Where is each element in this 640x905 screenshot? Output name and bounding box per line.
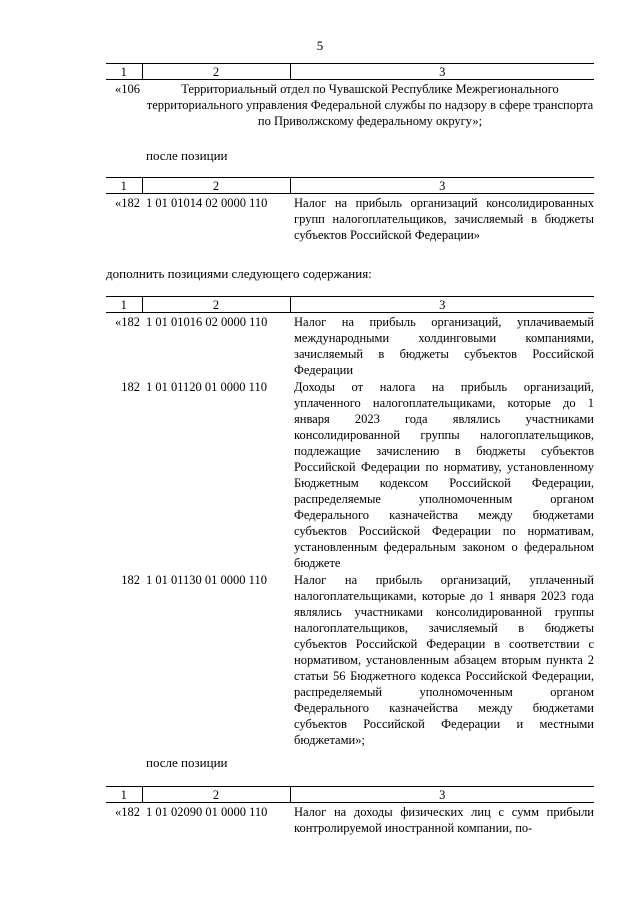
row-text-content: Территориальный отдел по Чувашской Республике Межрегионального территориального управления Федеральной службы по надзору в сфере транспорта по Приволжскому федеральному округу»; xyxy=(146,82,594,128)
page-number: 5 xyxy=(316,38,324,53)
table-row xyxy=(106,571,594,748)
paragraph-add-positions: дополнить позициями следующего содержания: xyxy=(106,266,372,281)
row-code: 1 01 01120 01 0000 110 xyxy=(146,380,267,394)
header-col-3: 3 xyxy=(290,297,594,313)
row-num: «182 xyxy=(115,315,140,329)
header-col-2: 2 xyxy=(142,787,290,803)
paragraph-after-position-1: после позиции xyxy=(146,148,228,163)
header-col-1: 1 xyxy=(106,64,142,80)
row-num: 182 xyxy=(121,573,140,587)
table-header xyxy=(106,64,594,80)
table-3 xyxy=(106,296,594,748)
paragraph-after-position-2: после позиции xyxy=(146,755,228,770)
row-num: 182 xyxy=(121,380,140,394)
row-text: Доходы от налога на прибыль организаций, уплаченного налогоплательщиками, которые до 1 января 2023 года являлись участниками консолидированной группы налогоплательщиков, подлежащие зачислению в бюджеты субъектов Российской Федерации по нормативу, установленному Бюджетным кодексом Российской Федерации, распределяемые уполномоченным органом Федерального казначейства между бюджетами субъектов Российской Федерации по нормативам, установленным федеральным законом о федеральном бюджете xyxy=(294,380,594,570)
header-col-1: 1 xyxy=(106,178,142,194)
row-text: Налог на прибыль организаций, уплаченный налогоплательщиками, которые до 1 января 2023 года являлись участниками консолидированной группы налогоплательщиков, зачисляемый в бюджеты субъектов Российской Федерации в соответствии с нормативом, установленным абзацем вторым пункта 2 статьи 56 Бюджетного кодекса Российской Федерации, распределяемый уполномоченным органом Федерального казначейства между бюджетами субъектов Российской Федерации и местными бюджетами»; xyxy=(294,573,594,747)
row-code: 1 01 01016 02 0000 110 xyxy=(146,315,268,329)
table-row xyxy=(106,313,594,379)
row-num: «182 xyxy=(115,805,140,819)
header-col-2: 2 xyxy=(142,297,290,313)
header-col-2: 2 xyxy=(142,178,290,194)
table-header xyxy=(106,178,594,194)
table-row xyxy=(106,803,594,837)
table-2 xyxy=(106,177,594,243)
header-col-2: 2 xyxy=(142,64,290,80)
row-text: Налог на прибыль организаций, уплачиваемый международными холдинговыми компаниями, зачисляемый в бюджеты субъектов Российской Федерации xyxy=(294,315,594,377)
row-code: 1 01 02090 01 0000 110 xyxy=(146,805,268,819)
header-col-3: 3 xyxy=(290,787,594,803)
table-1 xyxy=(106,63,594,129)
row-num: «182 xyxy=(115,196,140,210)
table-row xyxy=(106,194,594,244)
row-code: 1 01 01130 01 0000 110 xyxy=(146,573,267,587)
row-text: Налог на прибыль организаций консолидированных групп налогоплательщиков, зачисляемый в бюджеты субъектов Российской Федерации» xyxy=(294,196,594,242)
table-row xyxy=(106,378,594,571)
header-col-3: 3 xyxy=(290,178,594,194)
row-code: 1 01 01014 02 0000 110 xyxy=(146,196,268,210)
row-num: «106 xyxy=(115,82,140,96)
header-col-1: 1 xyxy=(106,297,142,313)
table-row xyxy=(106,80,594,130)
row-text xyxy=(142,80,594,130)
table-header xyxy=(106,787,594,803)
header-col-1: 1 xyxy=(106,787,142,803)
table-header xyxy=(106,297,594,313)
row-text: Налог на доходы физических лиц с сумм прибыли контролируемой иностранной компании, по- xyxy=(294,805,594,835)
header-col-3: 3 xyxy=(290,64,594,80)
table-4 xyxy=(106,786,594,836)
